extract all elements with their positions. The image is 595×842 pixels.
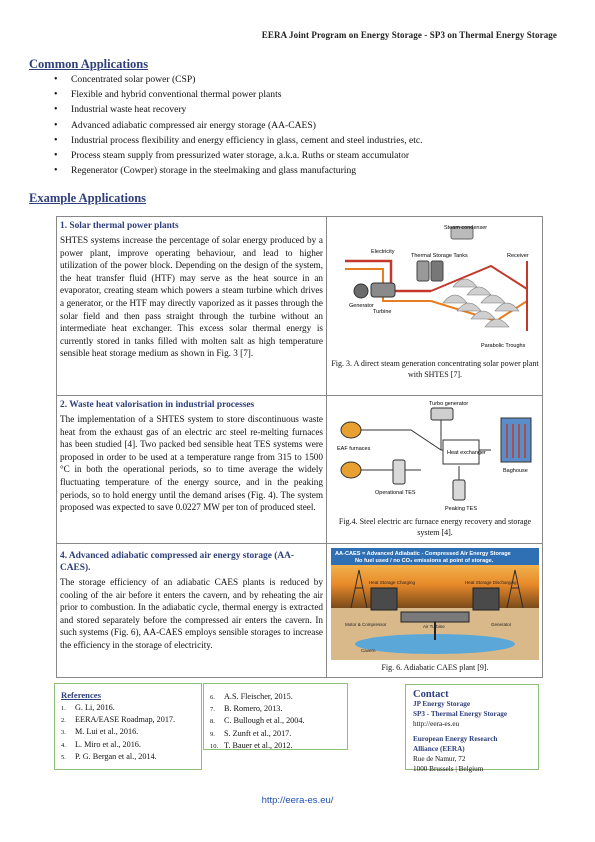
label-turbo: Turbo generator: [429, 401, 469, 407]
caes-plant-figure: [331, 548, 539, 660]
reference-item: 3. M. Lui et al., 2016.: [61, 727, 139, 737]
label-peaking-tes: Peaking TES: [445, 506, 478, 512]
example-heading: 1. Solar thermal power plants: [60, 221, 179, 231]
label-generator: Generator: [349, 303, 374, 309]
figure-3-caption: Fig. 3. A direct steam generation concentrating solar power plant with SHTES [7].: [331, 359, 539, 379]
label-heat-exchanger: Heat exchanger: [447, 450, 486, 456]
label-tanks: Thermal Storage Tanks: [411, 253, 468, 259]
example-waste-heat-text: [57, 396, 327, 544]
example-body: The implementation of a SHTES system to store discontinuous waste heat from the exhaust gas of an electric arc steel re-melting furnaces has been studied [4]. Two packed bed sensible heat TES systems were proposed in order to be used at a temperature range from 315 to 1500 °C in both the operational periods, so to time average the widely fluctuating temperature of the energy source, and in the peaking periods, so to hold energy until the demand arises (Fig. 4). The system proposed was expected to save 0.0227 MW per ton of produced steel.: [60, 414, 323, 513]
label-receiver: Receiver: [507, 253, 529, 259]
contact-org-2: Alliance (EERA): [413, 745, 465, 754]
reference-item: 2. EERA/EASE Roadmap, 2017.: [61, 715, 176, 725]
label-baghouse: Baghouse: [503, 468, 528, 474]
label-condenser: Steam condenser: [444, 225, 488, 231]
figure-4-caption: Fig.4. Steel electric arc furnace energy recovery and storage system [4].: [338, 517, 532, 537]
example-body: SHTES systems increase the percentage of solar energy produced by a power plant, improve operating behaviour, and lead to higher utilization of the power block. Depending on the design of the system, the heat transfer fluid (HTF) may serve as the heat source in an evaporator, creating steam which powers a steam turbine which drives a generator, or the HTF may directly vaporized as it passes through the solar field and then pass straight through the turbine without an intermediate heat exchanger. This excess solar thermal energy is currently stored in tanks filled with molten salt as high temperature sensible heat storage medium as shown in Fig. 3 [7].: [60, 235, 323, 359]
contact-city: 1000 Brussels | Belgium: [413, 764, 484, 773]
reference-item: 9. S. Zunft et al., 2017.: [210, 728, 292, 738]
list-item: • Flexible and hybrid conventional thermal power plants: [54, 87, 574, 102]
label-turbine: Turbine: [373, 309, 392, 315]
reference-item: 7. B. Romero, 2013.: [210, 704, 283, 714]
figure-4-cell: [327, 396, 543, 544]
label-cavern: Cavern: [361, 648, 376, 653]
example-applications-heading: Example Applications: [29, 191, 147, 205]
contact-box: [405, 684, 539, 773]
reference-item: 5. P. G. Bergan et al., 2014.: [61, 751, 157, 761]
contact-org: European Energy Research: [413, 735, 498, 744]
label-motor: Motor & Compressor: [345, 622, 387, 627]
label-banner-2: No fuel used / no CO₂ emissions at point of storage.: [355, 558, 494, 564]
label-discharge: Heat Storage Discharging: [465, 580, 517, 585]
label-banner-1: AA-CAES = Advanced Adiabatic - Compressed Air Energy Storage: [335, 551, 511, 557]
steel-furnace-figure: [331, 400, 539, 514]
list-item: • Concentrated solar power (CSP): [54, 72, 574, 87]
contact-address: Rue de Namur, 72: [413, 754, 466, 763]
footer-link[interactable]: http://eera-es.eu/: [261, 795, 334, 806]
reference-item: 8. C. Bullough et al., 2004.: [210, 716, 305, 726]
figure-6-caption: Fig. 6. Adiabatic CAES plant [9].: [381, 663, 489, 672]
example-heading: 2. Waste heat valorisation in industrial processes: [60, 400, 255, 410]
reference-item: 4. L. Miro et al., 2016.: [61, 739, 141, 749]
references-heading: References: [61, 690, 101, 700]
example-caes-text: [57, 544, 327, 678]
label-eaf: EAF furnaces: [337, 446, 371, 452]
common-applications-list: [54, 72, 574, 178]
reference-item: 10. T. Bauer et al., 2012.: [210, 740, 293, 750]
example-solar-text: [57, 217, 327, 396]
figure-3-cell: [327, 217, 543, 396]
example-heading: 4. Advanced adiabatic compressed air energy storage (AA-CAES).: [60, 551, 295, 573]
contact-link[interactable]: http://eera-es.eu: [413, 719, 460, 728]
page-header: EERA Joint Program on Energy Storage - SP3 on Thermal Energy Storage: [261, 30, 557, 40]
label-troughs: Parabolic Troughs: [481, 343, 526, 349]
list-item: • Regenerator (Cowper) storage in the steelmaking and glass manufacturing: [54, 163, 574, 178]
list-item: • Advanced adiabatic compressed air energy storage (AA-CAES): [54, 118, 574, 133]
reference-item: 6. A.S. Fleischer, 2015.: [210, 692, 293, 701]
list-item: • Process steam supply from pressurized water storage, a.k.a. Ruths or steam accumulator: [54, 148, 574, 163]
label-turb: Air Turbine: [423, 624, 445, 629]
contact-subprogram: SP3 - Thermal Energy Storage: [413, 709, 508, 718]
contact-program: JP Energy Storage: [413, 700, 471, 708]
reference-item: 1. G. Li, 2016.: [61, 703, 115, 712]
example-body: The storage efficiency of an adiabatic CAES plants is reduced by cooling of the air before it enters the cavern, and by reheating the air prior to combustion. In the adiabatic cycle, thermal energy is extracted and stored separately before the compressed air enters the cavern. In such systems (Fig. 6), AA-CAES employs sensible storages to increase the efficiency in the storage of electricity.: [60, 577, 323, 650]
label-electricity: Electricity: [371, 249, 395, 255]
solar-plant-figure: [331, 221, 539, 355]
list-item: • Industrial waste heat recovery: [54, 102, 574, 117]
common-applications-heading: Common Applications: [29, 57, 149, 71]
figure-6-cell: [327, 544, 543, 678]
references-box-1: [54, 683, 202, 770]
list-item: • Industrial process flexibility and energy efficiency in glass, cement and steel industries, etc.: [54, 133, 574, 148]
label-charge: Heat Storage Charging: [369, 580, 416, 585]
references-box-2: [203, 683, 348, 750]
label-operational-tes: Operational TES: [375, 490, 416, 496]
example-applications-table: [56, 216, 543, 678]
contact-heading: Contact: [413, 689, 449, 700]
label-gen: Generator: [491, 622, 512, 627]
